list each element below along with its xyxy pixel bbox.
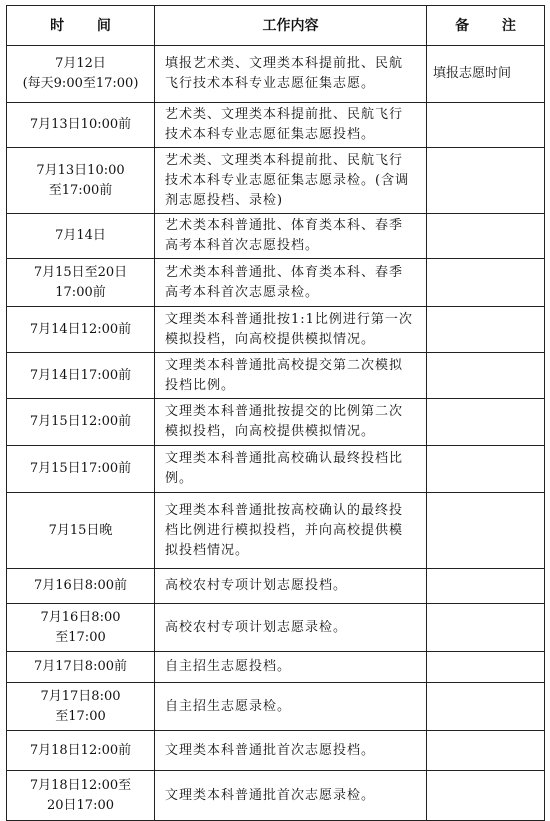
row-time: 7月17日8:00前	[7, 652, 155, 683]
row-note	[427, 259, 545, 307]
row-work: 艺术类、文理类本科提前批、民航飞行技术本科专业志愿征集志愿录检。(含调剂志愿投档、录检)	[155, 148, 427, 214]
schedule-table	[6, 5, 545, 821]
table-row	[7, 604, 545, 652]
row-note	[427, 569, 545, 604]
table-row	[7, 307, 545, 353]
table-row	[7, 771, 545, 821]
row-work: 自主招生志愿投档。	[155, 652, 427, 683]
row-time: 7月13日10:00前	[7, 103, 155, 148]
table-row	[7, 148, 545, 214]
row-work: 文理类本科普通批高校提交第二次模拟投档比例。	[155, 353, 427, 399]
row-note	[427, 683, 545, 731]
row-note	[427, 493, 545, 569]
row-time: 7月15日至20日 17:00前	[7, 259, 155, 307]
row-work: 文理类本科普通批高校确认最终投档比例。	[155, 446, 427, 493]
row-work: 自主招生志愿录检。	[155, 683, 427, 731]
row-work: 文理类本科普通批按1:1比例进行第一次模拟投档，向高校提供模拟情况。	[155, 307, 427, 353]
row-time: 7月17日8:00 至17:00	[7, 683, 155, 731]
header-note: 备 注	[427, 6, 545, 46]
row-note	[427, 103, 545, 148]
row-work: 高校农村专项计划志愿投档。	[155, 569, 427, 604]
row-note	[427, 731, 545, 771]
row-note	[427, 446, 545, 493]
table-row	[7, 569, 545, 604]
row-time: 7月14日17:00前	[7, 353, 155, 399]
row-time: 7月14日	[7, 214, 155, 259]
table-row	[7, 46, 545, 103]
table-row	[7, 214, 545, 259]
row-note	[427, 148, 545, 214]
row-work: 文理类本科普通批按提交的比例第二次模拟投档，向高校提供模拟情况。	[155, 399, 427, 446]
row-time: 7月15日12:00前	[7, 399, 155, 446]
row-note	[427, 604, 545, 652]
row-note	[427, 307, 545, 353]
row-work: 高校农村专项计划志愿录检。	[155, 604, 427, 652]
row-work: 文理类本科普通批首次志愿录检。	[155, 771, 427, 821]
table-row	[7, 683, 545, 731]
row-work: 艺术类、文理类本科提前批、民航飞行技术本科专业志愿征集志愿投档。	[155, 103, 427, 148]
row-note	[427, 652, 545, 683]
row-time: 7月14日12:00前	[7, 307, 155, 353]
row-note	[427, 353, 545, 399]
row-time: 7月15日17:00前	[7, 446, 155, 493]
table-row	[7, 353, 545, 399]
row-work: 艺术类本科普通批、体育类本科、春季高考本科首次志愿录检。	[155, 259, 427, 307]
row-work: 文理类本科普通批首次志愿投档。	[155, 731, 427, 771]
row-time: 7月15日晚	[7, 493, 155, 569]
row-time: 7月18日12:00前	[7, 731, 155, 771]
row-time: 7月18日12:00至 20日17:00	[7, 771, 155, 821]
row-time: 7月13日10:00 至17:00前	[7, 148, 155, 214]
table-row	[7, 731, 545, 771]
row-note	[427, 771, 545, 821]
row-work: 文理类本科普通批按高校确认的最终投档比例进行模拟投档，并向高校提供模拟投档情况。	[155, 493, 427, 569]
table-row	[7, 103, 545, 148]
table-row	[7, 493, 545, 569]
header-time: 时 间	[7, 6, 155, 46]
table-row	[7, 259, 545, 307]
row-time: 7月12日 (每天9:00至17:00)	[7, 46, 155, 103]
table-header-row	[7, 6, 545, 46]
row-note	[427, 214, 545, 259]
row-work: 填报艺术类、文理类本科提前批、民航飞行技术本科专业志愿征集志愿。	[155, 46, 427, 103]
row-time: 7月16日8:00 至17:00	[7, 604, 155, 652]
table-row	[7, 446, 545, 493]
row-note: 填报志愿时间	[427, 46, 545, 103]
row-time: 7月16日8:00前	[7, 569, 155, 604]
row-work: 艺术类本科普通批、体育类本科、春季高考本科首次志愿投档。	[155, 214, 427, 259]
table-row	[7, 399, 545, 446]
row-note	[427, 399, 545, 446]
table-row	[7, 652, 545, 683]
header-work: 工作内容	[155, 6, 427, 46]
